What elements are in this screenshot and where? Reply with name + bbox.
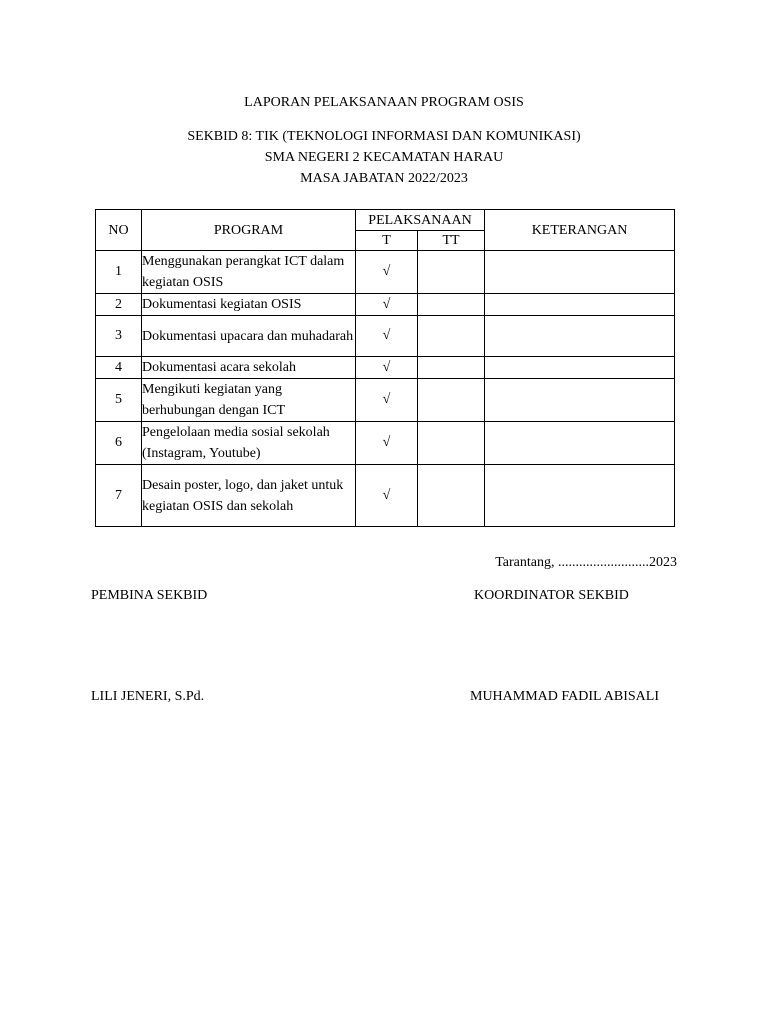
header-tt: TT — [418, 231, 485, 251]
row-tt — [418, 294, 485, 316]
row-keterangan — [485, 357, 675, 379]
row-program: Mengikuti kegiatan yang berhubungan dengan ICT — [142, 379, 356, 422]
header-t: T — [356, 231, 418, 251]
header-pelaksanaan: PELAKSANAAN — [356, 210, 485, 231]
row-t-check: √ — [356, 316, 418, 357]
subheading-sekbid: SEKBID 8: TIK (TEKNOLOGI INFORMASI DAN KOMUNIKASI) — [187, 129, 581, 144]
subheading-term: MASA JABATAN 2022/2023 — [300, 171, 468, 186]
row-keterangan — [485, 422, 675, 465]
row-no: 7 — [96, 465, 142, 527]
row-tt — [418, 357, 485, 379]
row-t-check: √ — [356, 379, 418, 422]
row-tt — [418, 465, 485, 527]
pembina-title: PEMBINA SEKBID — [91, 588, 208, 603]
row-t-check: √ — [356, 251, 418, 294]
table-row — [96, 294, 675, 316]
subheading-school: SMA NEGERI 2 KECAMATAN HARAU — [264, 150, 504, 165]
row-program: Dokumentasi upacara dan muhadarah — [142, 316, 356, 357]
row-tt — [418, 422, 485, 465]
table-row — [96, 251, 675, 294]
table-row — [96, 465, 675, 527]
header-keterangan: KETERANGAN — [485, 210, 675, 251]
table-row — [96, 316, 675, 357]
row-t-check: √ — [356, 357, 418, 379]
place-date: Tarantang, ..........................2023 — [495, 555, 677, 570]
koordinator-name: MUHAMMAD FADIL ABISALI — [470, 689, 660, 704]
row-no: 6 — [96, 422, 142, 465]
row-no: 3 — [96, 316, 142, 357]
row-keterangan — [485, 465, 675, 527]
row-program: Pengelolaan media sosial sekolah (Instagram, Youtube) — [142, 422, 356, 465]
row-no: 4 — [96, 357, 142, 379]
row-tt — [418, 316, 485, 357]
row-tt — [418, 251, 485, 294]
row-keterangan — [485, 251, 675, 294]
row-program: Dokumentasi kegiatan OSIS — [142, 294, 356, 316]
row-no: 2 — [96, 294, 142, 316]
row-program: Desain poster, logo, dan jaket untuk kegiatan OSIS dan sekolah — [142, 465, 356, 527]
table-row — [96, 422, 675, 465]
table-row — [96, 357, 675, 379]
row-keterangan — [485, 294, 675, 316]
row-no: 5 — [96, 379, 142, 422]
row-keterangan — [485, 379, 675, 422]
program-report-table — [95, 209, 675, 527]
row-program: Menggunakan perangkat ICT dalam kegiatan OSIS — [142, 251, 356, 294]
row-t-check: √ — [356, 465, 418, 527]
table-row — [96, 379, 675, 422]
report-subheading — [0, 126, 768, 189]
pembina-name: LILI JENERI, S.Pd. — [91, 689, 205, 704]
row-no: 1 — [96, 251, 142, 294]
row-t-check: √ — [356, 294, 418, 316]
row-t-check: √ — [356, 422, 418, 465]
koordinator-title: KOORDINATOR SEKBID — [474, 588, 629, 603]
table-header-row — [96, 210, 675, 231]
report-title: LAPORAN PELAKSANAAN PROGRAM OSIS — [244, 95, 524, 110]
row-keterangan — [485, 316, 675, 357]
header-no: NO — [96, 210, 142, 251]
row-program: Dokumentasi acara sekolah — [142, 357, 356, 379]
header-program: PROGRAM — [142, 210, 356, 251]
row-tt — [418, 379, 485, 422]
